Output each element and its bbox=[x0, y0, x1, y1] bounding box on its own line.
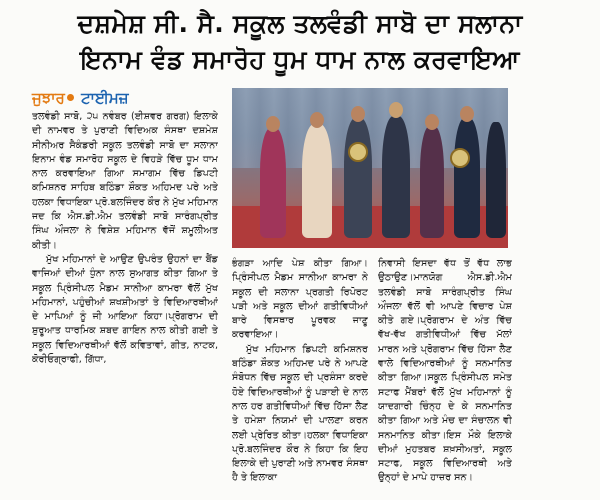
article-paragraph: ਭੰਗੜਾ ਆਦਿ ਪੇਸ਼ ਕੀਤਾ ਗਿਆ।ਪ੍ਰਿੰਸੀਪਲ ਮੈਡਮ ਸਾਨੀਆ ਕਾਮਰਾ ਨੇ ਸਕੂਲ ਦੀ ਸਲਾਨਾ ਪ੍ਰਗਤੀ ਰਿਪੋਰਟ ਪੜੀ ਅਤੇ ਸਕੂਲ ਦੀਆਂ ਗਤੀਵਿਧੀਆਂ ਬਾਰੇ ਵਿਸਥਾਰ ਪੂਰਵਕ ਜਾਣੂ ਕਰਵਾਇਆ। bbox=[232, 258, 368, 341]
headline bbox=[0, 6, 600, 78]
article-column-2 bbox=[232, 257, 368, 498]
person-head bbox=[310, 112, 324, 128]
article-column-3 bbox=[378, 257, 512, 498]
article-paragraph: ਤਲਵੰਡੀ ਸਾਬੋ, ੨੫ ਨਵੰਬਰ (ਈਸ਼ਵਰ ਗਰਗ) ਇਲਾਕੇ ਦੀ ਨਾਮਵਰ ਤੇ ਪੁਰਾਣੀ ਵਿਦਿਅਕ ਸੰਸਥਾ ਦਸ਼ਮੇਸ਼ ਸੀਨੀਅਰ ਸੈਕੰਡਰੀ ਸਕੂਲ ਤਲਵੰਡੀ ਸਾਬੋ ਦਾ ਸਲਾਨਾ ਇਨਾਮ ਵੰਡ ਸਮਾਰੋਹ ਸਕੂਲ ਦੇ ਵਿਹੜੇ ਵਿੱਚ ਧੂਮ ਧਾਮ ਨਾਲ ਕਰਵਾਇਆ ਗਿਆ ਸਮਾਗਮ ਵਿੱਚ ਡਿਪਟੀ ਕਮਿਸ਼ਨਰ ਸਾਹਿਬ ਬਠਿੰਡਾ ਸ਼ੌਕਤ ਅਹਿਮਦ ਪਰੇ ਅਤੇ ਹਲਕਾ ਵਿਧਾਇਕਾ ਪ੍ਰੋ.ਬਲਜਿੰਦਰ ਕੌਰ ਨੇ ਮੁੱਖ ਮਹਿਮਾਨ ਜਦ ਕਿ ਐਸ.ਡੀ.ਐਮ ਤਲਵੰਡੀ ਸਾਬੋ ਸਾਰੰਗਪ੍ਰੀਤ ਸਿੰਘ ਔਜਲਾ ਨੇ ਵਿਸ਼ੇਸ਼ ਮਹਿਮਾਨ ਵੱਜੋਂ ਸ਼ਮੂਲੀਅਤ ਕੀਤੀ। bbox=[32, 111, 218, 251]
masthead-right-word: ਟਾਈਮਜ਼ bbox=[81, 89, 129, 107]
person-figure bbox=[260, 128, 286, 238]
article-paragraph: ਮੁੱਖ ਮਹਿਮਾਨਾਂ ਦੇ ਆਉਣ ਉਪਰੰਤ ਉਹਨਾਂ ਦਾ ਬੈਂਡ ਵਾਜਿਆਂ ਦੀਆਂ ਧੁੰਨਾ ਨਾਲ ਸੁਆਗਤ ਕੀਤਾ ਗਿਆ ਤੇ ਸਕੂਲ ਪ੍ਰਿੰਸੀਪਲ ਮੈਡਮ ਸਾਨੀਆ ਕਾਮਰਾ ਵੱਲੋਂ ਮੁੱਖ ਮਹਿਮਾਨਾਂ, ਪਹੁੰਚੀਆਂ ਸ਼ਖਸ਼ੀਅਤਾਂ ਤੇ ਵਿਦਿਆਰਥੀਆਂ ਦੇ ਮਾਪਿਆਂ ਨੂੰ ਜੀ ਆਇਆ ਕਿਹਾ।ਪ੍ਰੋਗਰਾਮ ਦੀ ਸ਼ੁਰੂਆਤ ਧਾਰਮਿਕ ਸ਼ਬਦ ਗਾਇਨ ਨਾਲ ਕੀਤੀ ਗਈ ਤੇ ਸਕੂਲ ਵਿਦਿਆਰਥੀਆਂ ਵੱਲੋਂ ਕਵਿਤਾਵਾਂ, ਗੀਤ, ਨਾਟਕ, ਕੋਰੀਓਗ੍ਰਾਫੀ, ਗਿੱਧਾ, bbox=[32, 253, 218, 366]
headline-line-1: ਦਸ਼ਮੇਸ਼ ਸੀ. ਸੈ. ਸਕੂਲ ਤਲਵੰਡੀ ਸਾਬੋ ਦਾ ਸਲਾਨਾ bbox=[77, 9, 523, 38]
article-paragraph: ਮੁੱਖ ਮਹਿਮਾਨ ਡਿਪਟੀ ਕਮਿਸ਼ਨਰ ਬਠਿੰਡਾ ਸ਼ੌਕਤ ਅਹਿਮਦ ਪਰੇ ਨੇ ਆਪਣੇ ਸੰਬੋਧਨ ਵਿੱਚ ਸਕੂਲ ਦੀ ਪ੍ਰਸ਼ੰਸਾ ਕਰਦੇ ਹੋਏ ਵਿਦਿਆਰਥੀਆਂ ਨੂੰ ਪੜਾਈ ਦੇ ਨਾਲ ਨਾਲ ਹਰ ਗਤੀਵਿਧੀਆਂ ਵਿੱਚ ਹਿੱਸਾ ਲੈਣ ਤੇ ਹਮੇਸ਼ਾ ਨਿਯਮਾਂ ਦੀ ਪਾਲਣਾ ਕਰਨ ਲਈ ਪ੍ਰੇਰਿਤ ਕੀਤਾ।ਹਲਕਾ ਵਿਧਾਇਕਾ ਪ੍ਰੋ.ਬਲਜਿੰਦਰ ਕੌਰ ਨੇ ਕਿਹਾ ਕਿ ਇਹ ਇਲਾਕੇ ਦੀ ਪੁਰਾਣੀ ਅਤੇ ਨਾਮਵਰ ਸੰਸਥਾ ਹੈ ਤੇ ਇਲਾਕਾ bbox=[232, 343, 368, 484]
person-head bbox=[351, 106, 365, 122]
person-head bbox=[425, 114, 439, 130]
person-figure bbox=[454, 118, 480, 238]
trophy-icon bbox=[348, 142, 368, 162]
masthead-dot-icon bbox=[67, 94, 74, 101]
article-paragraph: ਨਿਵਾਸੀ ਇਸਦਾ ਵੱਧ ਤੋਂ ਵੱਧ ਲਾਭ ਉਠਾਉਣ।ਮਾਨਯੋਗ ਐਸ.ਡੀ.ਐਮ ਤਲਵੰਡੀ ਸਾਬੋ ਸਾਰੰਗਪ੍ਰੀਤ ਸਿੰਘ ਔਜਲਾ ਵੱਲੋਂ ਵੀ ਆਪਣੇ ਵਿਚਾਰ ਪੇਸ਼ ਕੀਤੇ ਗਏ।ਪ੍ਰੋਗਰਾਮ ਦੇ ਅੰਤ ਵਿੱਚ ਵੱਖ-ਵੱਖ ਗਤੀਵਿਧੀਆਂ ਵਿੱਚ ਮੱਲਾਂ ਮਾਰਨ ਅਤੇ ਪ੍ਰੋਗਰਾਮ ਵਿੱਚ ਹਿੱਸਾ ਲੈਣ ਵਾਲੇ ਵਿਦਿਆਰਥੀਆਂ ਨੂੰ ਸਨਮਾਨਿਤ ਕੀਤਾ ਗਿਆ।ਸਕੂਲ ਪ੍ਰਿੰਸੀਪਲ ਸਮੇਤ ਸਟਾਫ ਮੈਂਬਰਾਂ ਵੱਲੋਂ ਮੁੱਖ ਮਹਿਮਾਨਾਂ ਨੂੰ ਯਾਦਗਾਰੀ ਚਿੰਨ੍ਹ ਦੇ ਕੇ ਸਨਮਾਨਿਤ ਕੀਤਾ ਗਿਆ ਅਤੇ ਮੰਚ ਦਾ ਸੰਚਾਲਨ ਵੀ ਸਨਮਾਨਿਤ ਕੀਤਾ।ਇਸ ਮੌਕੇ ਇਲਾਕੇ ਦੀਆਂ ਮੁਹਤਬਰ ਸ਼ਖ਼ਸੀਅਤਾਂ, ਸਕੂਲ ਸਟਾਫ, ਸਕੂਲ ਵਿਦਿਆਰਥੀ ਅਤੇ ਉਨ੍ਹਾਂ ਦੇ ਮਾਪੇ ਹਾਜ਼ਰ ਸਨ। bbox=[378, 258, 512, 484]
person-figure bbox=[302, 124, 332, 238]
person-figure bbox=[486, 122, 506, 238]
person-head bbox=[389, 102, 403, 118]
award-ceremony-photo bbox=[232, 88, 508, 248]
article-column-1 bbox=[32, 110, 218, 498]
masthead-left-word: ਜੁਝਾਰ bbox=[32, 89, 65, 107]
person-head bbox=[460, 106, 474, 122]
person-head bbox=[266, 116, 280, 132]
person-figure bbox=[382, 116, 410, 238]
newspaper-masthead-logo bbox=[32, 88, 222, 108]
headline-line-2: ਇਨਾਮ ਵੰਡ ਸਮਾਰੋਹ ਧੂਮ ਧਾਮ ਨਾਲ ਕਰਵਾਇਆ bbox=[80, 45, 520, 74]
trophy-icon bbox=[450, 148, 470, 168]
person-figure bbox=[344, 118, 372, 238]
person-figure bbox=[420, 126, 444, 238]
